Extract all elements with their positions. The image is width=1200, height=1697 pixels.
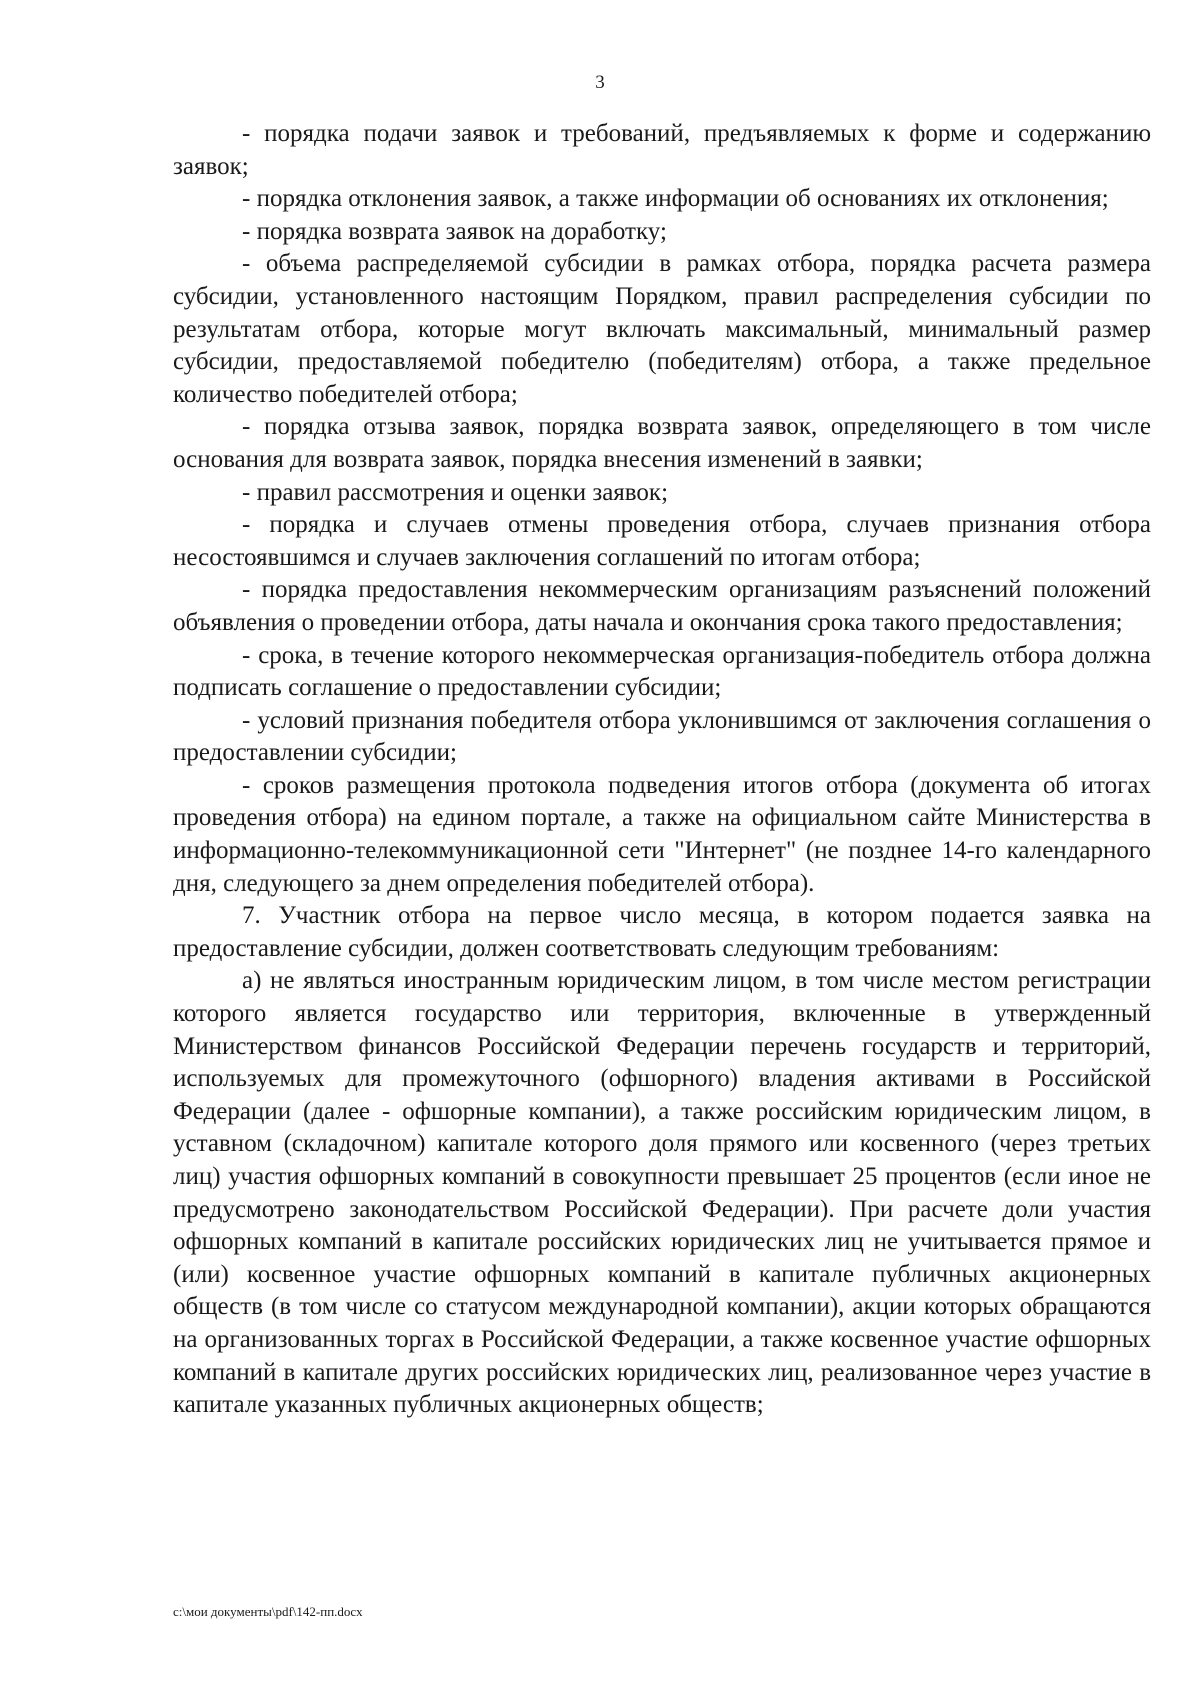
paragraph: - сроков размещения протокола подведения итогов отбора (документа об итогах проведения отбора) на едином портале, а также на официальном сайте Министерства в информационно-телекоммуникационной сети "Интернет" (не позднее 14-го календарного дня, следующего за днем определения победителей отбора). (173, 771, 1151, 897)
page-number: 3 (595, 72, 605, 93)
paragraph: - порядка отклонения заявок, а также информации об основаниях их отклонения; (242, 185, 1109, 213)
paragraph: 7. Участник отбора на первое число месяца, в котором подается заявка на предоставление субсидии, должен соответствовать следующим требованиям: (173, 902, 1151, 962)
paragraph: - условий признания победителя отбора уклонившимся от заключения соглашения о предоставлении субсидии; (173, 706, 1151, 767)
paragraph: а) не являться иностранным юридическим лицом, в том числе местом регистрации которого является государство или территория, включенные в утвержденный Министерством финансов Российской Федерации перечень государств и территорий, используемых для промежуточного (офшорного) владения активами в Российской Федерации (далее - офшорные компании), а также российским юридическим лицом, в уставном (складочном) капитале которого доля прямого или косвенного (через третьих лиц) участия офшорных компаний в совокупности превышает 25 процентов (если иное не предусмотрено законодательством Российской Федерации). При расчете доли участия офшорных компаний в капитале российских юридических лиц не учитывается прямое и (или) косвенное участие офшорных компаний в капитале публичных акционерных обществ (в том числе со статусом международной компании), акции которых обращаются на организованных торгах в Российской Федерации, а также косвенное участие офшорных компаний в капитале других российских юридических лиц, реализованное через участие в капитале указанных публичных акционерных обществ; (173, 967, 1151, 1419)
paragraph: - порядка возврата заявок на доработку; (242, 217, 667, 245)
paragraph: - срока, в течение которого некоммерческая организация-победитель отбора должна подписать соглашение о предоставлении субсидии; (173, 641, 1151, 702)
paragraph: - объема распределяемой субсидии в рамках отбора, порядка расчета размера субсидии, установленного настоящим Порядком, правил распределения субсидии по результатам отбора, которые могут включать максимальный, минимальный размер субсидии, предоставляемой победителю (победителям) отбора, а также предельное количество победителей отбора; (173, 250, 1151, 408)
document-body (173, 118, 1151, 1422)
paragraph: - порядка отзыва заявок, порядка возврата заявок, определяющего в том числе основания для возврата заявок, порядка внесения изменений в заявки; (173, 413, 1151, 473)
footer-file-path: c:\мои документы\pdf\142-пп.docx (173, 1604, 363, 1619)
paragraph: - правил рассмотрения и оценки заявок; (242, 478, 669, 506)
paragraph: - порядка подачи заявок и требований, предъявляемых к форме и содержанию заявок; (173, 120, 1151, 180)
paragraph: - порядка предоставления некоммерческим организациям разъяснений положений объявления о проведении отбора, даты начала и окончания срока такого предоставления; (173, 576, 1151, 636)
paragraph: - порядка и случаев отмены проведения отбора, случаев признания отбора несостоявшимся и случаев заключения соглашений по итогам отбора; (173, 511, 1151, 571)
